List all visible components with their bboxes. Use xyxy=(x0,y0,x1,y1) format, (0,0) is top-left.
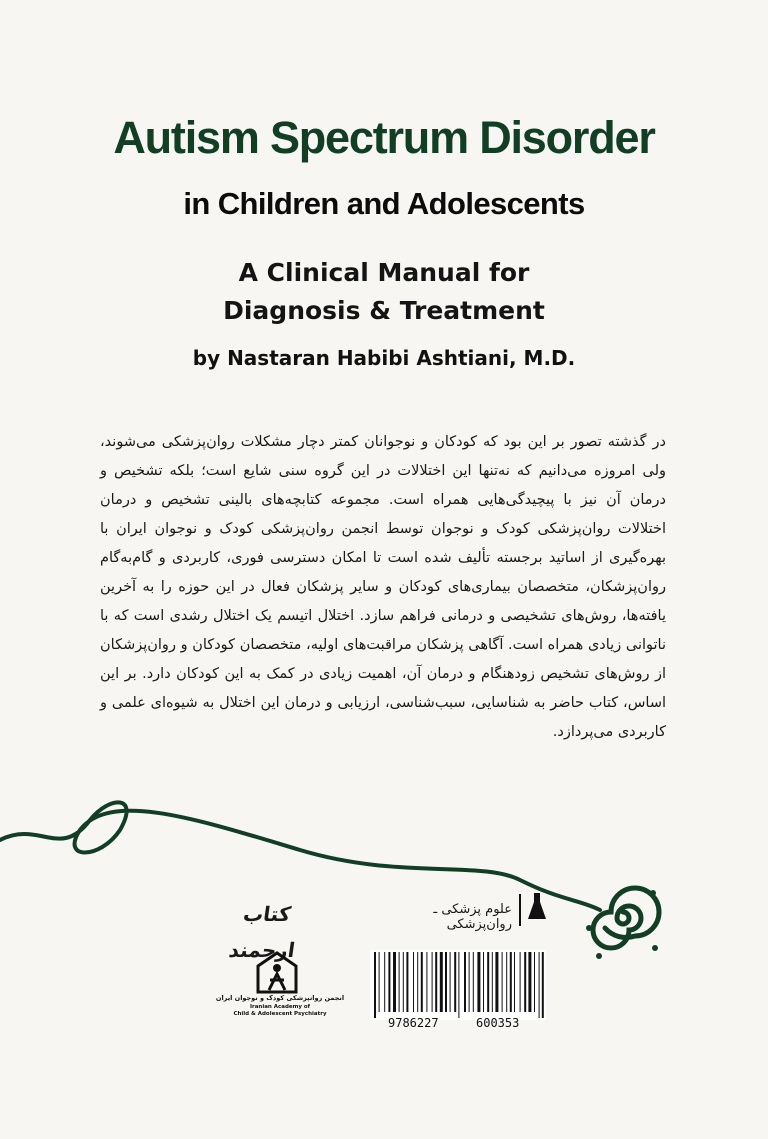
academy-name-persian: انجمن روانپزشکی کودک و نوجوان ایران xyxy=(215,994,345,1002)
barcode-bar xyxy=(528,952,531,1012)
manual-description xyxy=(0,254,768,330)
barcode-bar xyxy=(440,952,443,1012)
spiral-logo-icon xyxy=(583,868,663,968)
barcode-bar xyxy=(399,952,400,1012)
academy-name-english xyxy=(200,1004,360,1018)
barcode-bar xyxy=(492,952,493,1012)
barcode-bar xyxy=(413,952,414,1012)
barcode-bar xyxy=(421,952,423,1012)
barcode-bar xyxy=(435,952,437,1012)
barcode-bar xyxy=(374,952,376,1018)
barcode-bar xyxy=(384,952,385,1012)
publisher-logo: کتاب ارجمند xyxy=(227,902,297,962)
author-line: by Nastaran Habibi Ashtiani, M.D. xyxy=(192,346,576,370)
barcode-bar xyxy=(524,952,526,1012)
manual-line-1: A Clinical Manual for xyxy=(238,258,530,287)
academy-logo-icon xyxy=(252,950,302,994)
barcode-bar xyxy=(520,952,521,1012)
barcode-bar xyxy=(534,952,535,1012)
category-label: علوم پزشکی ـ روان‌پزشکی xyxy=(433,902,512,932)
barcode-bar xyxy=(393,952,396,1012)
barcode-bar xyxy=(445,952,447,1012)
academy-name-english-line-1: Iranian Academy of xyxy=(249,1004,311,1010)
barcode-bar xyxy=(495,952,498,1012)
back-cover-description: در گذشته تصور بر این بود که کودکان و نوجوانان کمتر دچار مشکلات روان‌پزشکی می‌شوند، ولی امروزه می‌دانیم که نه‌تنها این اختلالات در این گروه سنی شایع است؛ بلکه تشخیص و درمان آن نیز با پیچیدگی‌هایی همراه است. مجموعه کتابچه‌های بالینی تشخیص و درمان اختلالات روان‌پزشکی کودک و نوجوان توسط انجمن روان‌پزشکی کودک و نوجوان ایران با بهره‌گیری از اساتید برجسته تألیف شده است تا امکان دسترسی فوری، کاربردی و گام‌به‌گام روان‌پزشکان، متخصصان بیماری‌های کودکان و سایر پزشکان فعال در این حوزه را به آخرین یافته‌ها، روش‌های تشخیصی و درمانی فراهم سازد. اختلال اتیسم یک اختلال رشدی است که با ناتوانی زیادی همراه است. آگاهی پزشکان مراقبت‌های اولیه، متخصصان کودکان و روان‌پزشکان از روش‌های تشخیص زودهنگام و درمان آن، اهمیت زیادی در کمک به این کودکان دارد. بر این اساس، کتاب حاضر به شناسایی، سبب‌شناسی، ارزیابی و درمان این اختلال به شیوه‌ای علمی و کاربردی می‌پردازد. xyxy=(100,434,666,740)
barcode-bar xyxy=(454,952,456,1012)
barcode-bar xyxy=(388,952,390,1012)
barcode-bar xyxy=(542,952,544,1018)
barcode-bar xyxy=(477,952,480,1012)
barcode-bar xyxy=(406,952,408,1012)
category-divider xyxy=(519,894,521,926)
barcode-bar xyxy=(487,952,489,1012)
barcode-bar xyxy=(464,952,466,1012)
barcode-bar xyxy=(403,952,404,1012)
manual-line-2: Diagnosis & Treatment xyxy=(223,296,545,325)
barcode-bar xyxy=(379,952,380,1012)
barcode-bar xyxy=(506,952,507,1012)
barcode-bar xyxy=(469,952,470,1012)
barcode-bar xyxy=(502,952,503,1012)
academy-name-english-line-2: Child & Adolescent Psychiatry xyxy=(233,1011,327,1017)
barcode-bar xyxy=(539,952,540,1018)
barcode-bar xyxy=(432,952,433,1012)
isbn-barcode xyxy=(370,950,546,1020)
barcode-digits-right: 600353 xyxy=(476,1016,520,1030)
barcode-bar xyxy=(483,952,484,1012)
barcode-bar xyxy=(450,952,451,1012)
book-title: Autism Spectrum Disorder xyxy=(113,112,655,163)
barcode-digits-left: 9786227 xyxy=(388,1016,439,1030)
barcode-bar xyxy=(426,952,427,1012)
barcode-bar xyxy=(514,952,515,1012)
barcode-bar xyxy=(417,952,418,1012)
flask-icon xyxy=(526,892,548,922)
book-subtitle: in Children and Adolescents xyxy=(183,186,585,221)
barcode-bar xyxy=(458,952,459,1018)
barcode-bar xyxy=(510,952,512,1012)
barcode-bar xyxy=(473,952,474,1012)
